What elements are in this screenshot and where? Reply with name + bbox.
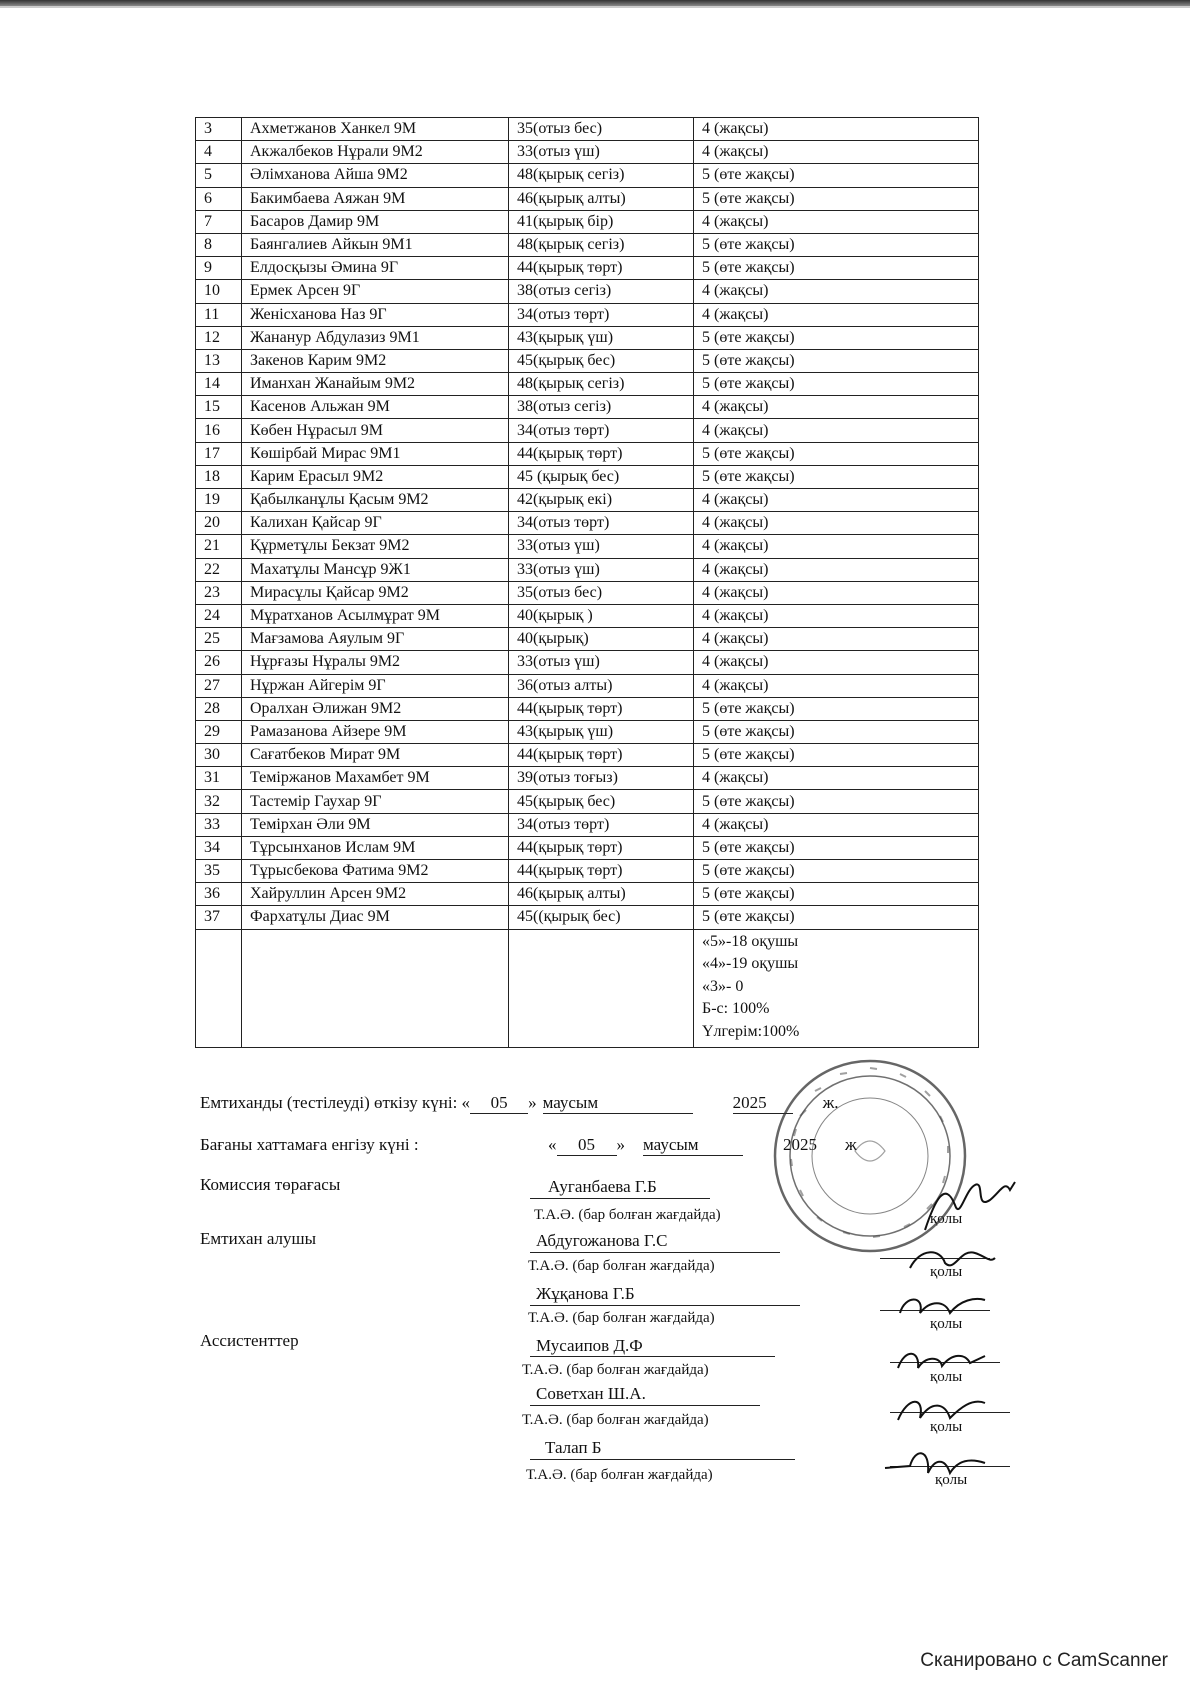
score-cell: 36(отыз алты)	[509, 674, 694, 697]
grade-cell: 5 (өте жақсы)	[694, 465, 979, 488]
examiner-signature-image	[900, 1238, 1000, 1278]
score-cell: 43(қырық үш)	[509, 326, 694, 349]
row-number: 13	[196, 349, 242, 372]
results-table-body	[196, 118, 979, 1048]
assistant2-signature-image	[890, 1388, 990, 1428]
row-number: 32	[196, 790, 242, 813]
grade-cell: 4 (жақсы)	[694, 489, 979, 512]
student-name: Құрметұлы Бекзат 9М2	[242, 535, 509, 558]
table-row	[196, 419, 979, 442]
table-row	[196, 164, 979, 187]
summary-line: «3»- 0	[702, 977, 744, 995]
table-row	[196, 697, 979, 720]
row-number: 34	[196, 836, 242, 859]
summary-line: «5»-18 оқушы	[702, 932, 799, 950]
student-name: Елдосқызы Әмина 9Г	[242, 257, 509, 280]
student-name: Сағатбеков Мират 9М	[242, 744, 509, 767]
empty-cell	[196, 929, 242, 1047]
student-name: Көбен Нұрасыл 9М	[242, 419, 509, 442]
student-name: Ермек Арсен 9Г	[242, 280, 509, 303]
row-number: 8	[196, 233, 242, 256]
chair-fio-note: Т.А.Ә. (бар болған жағдайда)	[534, 1207, 721, 1223]
assistant1-fio-note: Т.А.Ә. (бар болған жағдайда)	[522, 1362, 709, 1378]
student-name: Карим Ерасыл 9М2	[242, 465, 509, 488]
scan-edge-shadow	[0, 6, 1190, 8]
empty-cell	[509, 929, 694, 1047]
table-row	[196, 396, 979, 419]
grade-cell: 4 (жақсы)	[694, 813, 979, 836]
camscanner-watermark: Сканировано с CamScanner	[920, 1650, 1168, 1671]
table-row	[196, 210, 979, 233]
assistant3-signature-label: қолы	[935, 1472, 968, 1488]
score-cell: 46(қырық алты)	[509, 883, 694, 906]
grade-cell: 5 (өте жақсы)	[694, 164, 979, 187]
grade-cell: 4 (жақсы)	[694, 118, 979, 141]
grade-cell: 4 (жақсы)	[694, 141, 979, 164]
exam-date-line	[200, 1093, 839, 1114]
row-number: 17	[196, 442, 242, 465]
score-cell: 41(қырық бір)	[509, 210, 694, 233]
examiner-name: Абдугожанова Г.С	[536, 1231, 668, 1250]
student-name: Рамазанова Айзере 9М	[242, 720, 509, 743]
assistant2-name-line	[530, 1405, 760, 1406]
row-number: 33	[196, 813, 242, 836]
student-name: Нұржан Айгерім 9Г	[242, 674, 509, 697]
score-cell: 38(отыз сегіз)	[509, 396, 694, 419]
grade-cell: 4 (жақсы)	[694, 651, 979, 674]
score-cell: 48(қырық сегіз)	[509, 373, 694, 396]
assistant3-name-line	[530, 1459, 795, 1460]
table-row	[196, 535, 979, 558]
chair-name-line	[530, 1198, 710, 1199]
grade-day: 05	[557, 1135, 617, 1156]
summary-row	[196, 929, 979, 1047]
grade-cell: 5 (өте жақсы)	[694, 860, 979, 883]
summary-line: Б-с: 100%	[702, 1000, 770, 1018]
table-row	[196, 349, 979, 372]
grade-cell: 4 (жақсы)	[694, 280, 979, 303]
score-cell: 46(қырық алты)	[509, 187, 694, 210]
chair-signature-label: қолы	[930, 1211, 963, 1227]
row-number: 30	[196, 744, 242, 767]
table-row	[196, 233, 979, 256]
row-number: 25	[196, 628, 242, 651]
row-number: 4	[196, 141, 242, 164]
student-name: Мағзамова Аяулым 9Г	[242, 628, 509, 651]
score-cell: 45 (қырық бес)	[509, 465, 694, 488]
table-row	[196, 465, 979, 488]
score-cell: 39(отыз тоғыз)	[509, 767, 694, 790]
student-name: Женісханова Наз 9Г	[242, 303, 509, 326]
score-cell: 45(қырық бес)	[509, 790, 694, 813]
row-number: 10	[196, 280, 242, 303]
examiner2-name-line	[530, 1305, 800, 1306]
student-name: Көшірбай Мирас 9М1	[242, 442, 509, 465]
score-cell: 43(қырық үш)	[509, 720, 694, 743]
score-cell: 34(отыз төрт)	[509, 419, 694, 442]
grade-cell: 4 (жақсы)	[694, 767, 979, 790]
grade-cell: 5 (өте жақсы)	[694, 836, 979, 859]
assistant1-signature-label: қолы	[930, 1369, 963, 1385]
score-cell: 35(отыз бес)	[509, 581, 694, 604]
row-number: 19	[196, 489, 242, 512]
table-row	[196, 141, 979, 164]
grade-cell: 5 (өте жақсы)	[694, 349, 979, 372]
score-cell: 34(отыз төрт)	[509, 813, 694, 836]
student-name: Закенов Карим 9М2	[242, 349, 509, 372]
table-row	[196, 187, 979, 210]
grade-year: 2025	[783, 1135, 817, 1154]
student-name: Жанануp Абдулазиз 9М1	[242, 326, 509, 349]
row-number: 26	[196, 651, 242, 674]
row-number: 9	[196, 257, 242, 280]
results-table	[195, 117, 979, 1048]
grade-cell: 4 (жақсы)	[694, 419, 979, 442]
row-number: 3	[196, 118, 242, 141]
examiner-name-line	[530, 1252, 780, 1253]
student-name: Әлімханова Айша 9М2	[242, 164, 509, 187]
examiner-signature-label: қолы	[930, 1264, 963, 1280]
score-cell: 33(отыз үш)	[509, 651, 694, 674]
grade-cell: 5 (өте жақсы)	[694, 697, 979, 720]
examiner2-fio-note: Т.А.Ә. (бар болған жағдайда)	[528, 1310, 715, 1326]
exam-year-suffix: ж.	[822, 1093, 839, 1112]
table-row	[196, 604, 979, 627]
table-row	[196, 860, 979, 883]
table-row	[196, 118, 979, 141]
grade-month: маусым	[643, 1135, 743, 1156]
table-row	[196, 767, 979, 790]
row-number: 36	[196, 883, 242, 906]
row-number: 35	[196, 860, 242, 883]
assistant2-fio-note: Т.А.Ә. (бар болған жағдайда)	[522, 1412, 709, 1428]
student-name: Касенов Альжан 9М	[242, 396, 509, 419]
examiner2-signature-image	[890, 1285, 990, 1325]
table-row	[196, 883, 979, 906]
row-number: 29	[196, 720, 242, 743]
row-number: 23	[196, 581, 242, 604]
score-cell: 44(қырық төрт)	[509, 744, 694, 767]
score-cell: 48(қырық сегіз)	[509, 164, 694, 187]
score-cell: 44(қырық төрт)	[509, 697, 694, 720]
grade-cell: 4 (жақсы)	[694, 396, 979, 419]
student-name: Темірхан Әли 9М	[242, 813, 509, 836]
assistant3-signature-image	[880, 1438, 990, 1488]
score-cell: 33(отыз үш)	[509, 558, 694, 581]
examiner2-name: Жұқанова Г.Б	[536, 1284, 635, 1303]
row-number: 27	[196, 674, 242, 697]
assistant1-name-line	[530, 1356, 775, 1357]
score-cell: 33(отыз үш)	[509, 141, 694, 164]
student-name: Қабылканұлы Қасым 9М2	[242, 489, 509, 512]
student-name: Фархатұлы Диас 9М	[242, 906, 509, 929]
row-number: 7	[196, 210, 242, 233]
student-name: Тұрысбекова Фатима 9М2	[242, 860, 509, 883]
student-name: Оралхан Әлижан 9М2	[242, 697, 509, 720]
assistant2-name: Советхан Ш.А.	[536, 1384, 646, 1403]
assistant1-signature-image	[890, 1338, 990, 1378]
grade-date-line	[200, 1135, 419, 1155]
score-cell: 44(қырық төрт)	[509, 442, 694, 465]
row-number: 21	[196, 535, 242, 558]
grade-cell: 4 (жақсы)	[694, 628, 979, 651]
table-row	[196, 581, 979, 604]
table-row	[196, 744, 979, 767]
score-cell: 38(отыз сегіз)	[509, 280, 694, 303]
chair-label: Комиссия төрағасы	[200, 1175, 341, 1194]
chair-name: Ауганбаева Г.Б	[548, 1177, 657, 1196]
grade-cell: 4 (жақсы)	[694, 210, 979, 233]
table-row	[196, 512, 979, 535]
table-row	[196, 303, 979, 326]
grade-cell: 5 (өте жақсы)	[694, 187, 979, 210]
examiner-label: Емтихан алушы	[200, 1229, 317, 1248]
grade-date-label: Бағаны хаттамаға енгізу күні :	[200, 1135, 419, 1154]
exam-date-close: »	[528, 1093, 537, 1112]
table-row	[196, 628, 979, 651]
assistants-label: Ассистенттер	[200, 1331, 299, 1350]
examiner2-signature-label: қолы	[930, 1316, 963, 1332]
grade-cell: 5 (өте жақсы)	[694, 233, 979, 256]
grade-cell: 5 (өте жақсы)	[694, 326, 979, 349]
table-row	[196, 280, 979, 303]
student-name: Акжалбеков Нұрали 9М2	[242, 141, 509, 164]
grade-cell: 5 (өте жақсы)	[694, 790, 979, 813]
assistant1-name: Мусаипов Д.Ф	[536, 1336, 643, 1355]
student-name: Иманхан Жанайым 9М2	[242, 373, 509, 396]
row-number: 14	[196, 373, 242, 396]
score-cell: 48(қырық сегіз)	[509, 233, 694, 256]
row-number: 16	[196, 419, 242, 442]
grade-cell: 5 (өте жақсы)	[694, 442, 979, 465]
student-name: Мұратханов Асылмұрат 9М	[242, 604, 509, 627]
summary-line: «4»-19 оқушы	[702, 955, 799, 973]
exam-day: 05	[470, 1093, 528, 1114]
table-row	[196, 720, 979, 743]
table-row	[196, 813, 979, 836]
score-cell: 44(қырық төрт)	[509, 860, 694, 883]
table-row	[196, 651, 979, 674]
score-cell: 40(қырық )	[509, 604, 694, 627]
row-number: 15	[196, 396, 242, 419]
grade-cell: 4 (жақсы)	[694, 535, 979, 558]
assistant2-signature-label: қолы	[930, 1419, 963, 1435]
score-cell: 35(отыз бес)	[509, 118, 694, 141]
table-row	[196, 906, 979, 929]
row-number: 28	[196, 697, 242, 720]
score-cell: 34(отыз төрт)	[509, 512, 694, 535]
score-cell: 45((қырық бес)	[509, 906, 694, 929]
summary-line: Үлгерім:100%	[702, 1022, 800, 1040]
row-number: 5	[196, 164, 242, 187]
student-name: Мирасұлы Қайсар 9М2	[242, 581, 509, 604]
grade-cell: 4 (жақсы)	[694, 674, 979, 697]
score-cell: 42(қырық екі)	[509, 489, 694, 512]
table-row	[196, 442, 979, 465]
assistant3-name: Талап Б	[545, 1438, 602, 1457]
assistant3-fio-note: Т.А.Ә. (бар болған жағдайда)	[526, 1467, 713, 1483]
grade-cell: 4 (жақсы)	[694, 581, 979, 604]
row-number: 37	[196, 906, 242, 929]
examiner-fio-note: Т.А.Ә. (бар болған жағдайда)	[528, 1258, 715, 1274]
empty-cell	[242, 929, 509, 1047]
grade-cell: 4 (жақсы)	[694, 303, 979, 326]
score-cell: 44(қырық төрт)	[509, 836, 694, 859]
table-row	[196, 373, 979, 396]
exam-year: 2025	[733, 1093, 793, 1114]
score-cell: 34(отыз төрт)	[509, 303, 694, 326]
grade-cell: 5 (өте жақсы)	[694, 883, 979, 906]
grade-cell: 4 (жақсы)	[694, 604, 979, 627]
score-cell: 45(қырық бес)	[509, 349, 694, 372]
student-name: Теміржанов Махамбет 9М	[242, 767, 509, 790]
student-name: Ахметжанов Ханкел 9М	[242, 118, 509, 141]
row-number: 31	[196, 767, 242, 790]
table-row	[196, 674, 979, 697]
grade-cell: 5 (өте жақсы)	[694, 257, 979, 280]
row-number: 22	[196, 558, 242, 581]
row-number: 6	[196, 187, 242, 210]
table-row	[196, 489, 979, 512]
grade-date-close: »	[616, 1135, 625, 1154]
student-name: Бакимбаева Аяжан 9М	[242, 187, 509, 210]
student-name: Басаров Дамир 9М	[242, 210, 509, 233]
student-name: Хайруллин Арсен 9М2	[242, 883, 509, 906]
row-number: 18	[196, 465, 242, 488]
grade-cell: 5 (өте жақсы)	[694, 744, 979, 767]
score-cell: 40(қырық)	[509, 628, 694, 651]
table-row	[196, 558, 979, 581]
score-cell: 33(отыз үш)	[509, 535, 694, 558]
student-name: Тастемір Гаухар 9Г	[242, 790, 509, 813]
grade-cell: 4 (жақсы)	[694, 512, 979, 535]
row-number: 12	[196, 326, 242, 349]
row-number: 24	[196, 604, 242, 627]
grade-date-open: «	[548, 1135, 557, 1154]
exam-month: маусым	[543, 1093, 693, 1114]
grade-year-suffix: ж	[845, 1135, 857, 1154]
student-name: Баянгалиев Айкын 9М1	[242, 233, 509, 256]
student-name: Махатұлы Мансұр 9Ж1	[242, 558, 509, 581]
grade-cell: 5 (өте жақсы)	[694, 720, 979, 743]
row-number: 11	[196, 303, 242, 326]
table-row	[196, 836, 979, 859]
table-row	[196, 790, 979, 813]
summary-cell	[694, 929, 979, 1047]
grade-cell: 5 (өте жақсы)	[694, 373, 979, 396]
grade-cell: 5 (өте жақсы)	[694, 906, 979, 929]
exam-date-label: Емтиханды (тестілеуді) өткізу күні: «	[200, 1093, 471, 1112]
student-name: Тұрсынханов Ислам 9М	[242, 836, 509, 859]
chair-signature-image	[915, 1170, 1025, 1240]
score-cell: 44(қырық төрт)	[509, 257, 694, 280]
table-row	[196, 326, 979, 349]
student-name: Нұрғазы Нұралы 9М2	[242, 651, 509, 674]
grade-cell: 4 (жақсы)	[694, 558, 979, 581]
table-row	[196, 257, 979, 280]
student-name: Калихан Қайсар 9Г	[242, 512, 509, 535]
row-number: 20	[196, 512, 242, 535]
